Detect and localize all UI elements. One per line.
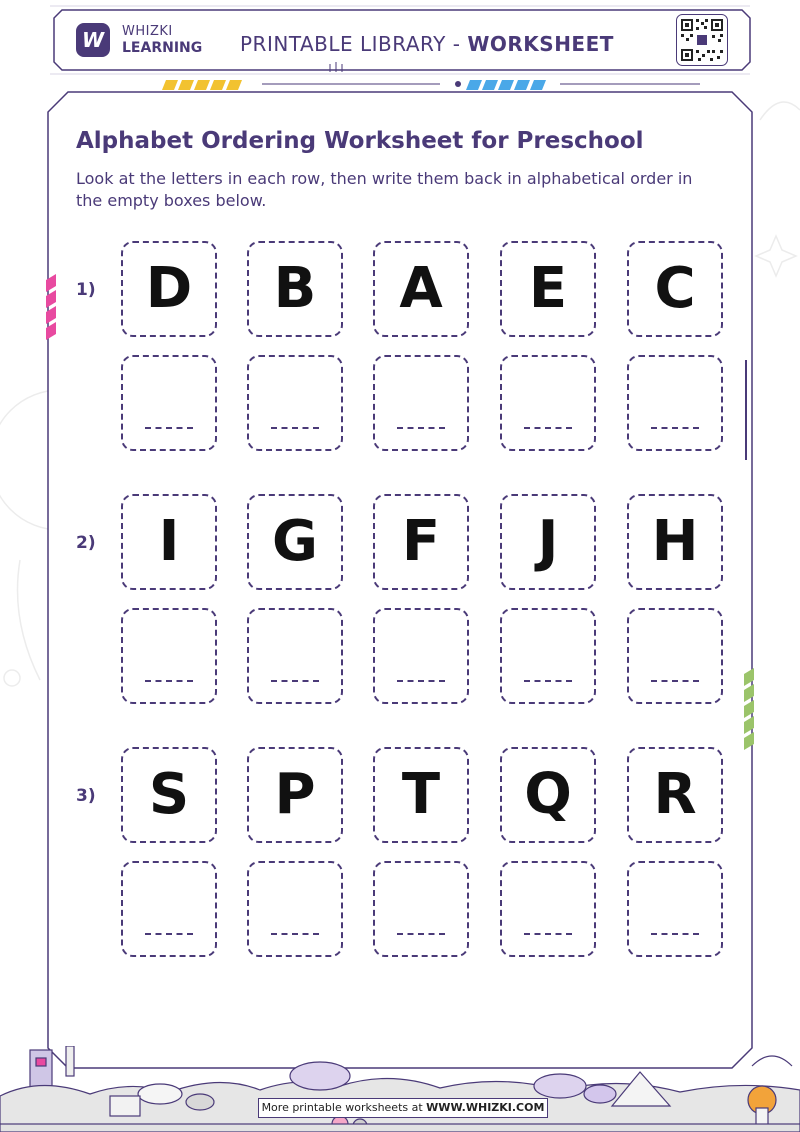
whizki-logo-icon <box>76 23 110 57</box>
answer-box[interactable] <box>373 861 469 957</box>
answer-line <box>397 427 445 429</box>
answer-box[interactable] <box>121 861 217 957</box>
answer-box[interactable] <box>500 355 596 451</box>
letter-box <box>373 747 469 843</box>
letter: H <box>651 509 699 574</box>
letter-box <box>121 241 217 337</box>
header-title <box>240 32 614 56</box>
letter: C <box>654 256 696 321</box>
letter: B <box>273 256 317 321</box>
answer-line <box>397 680 445 682</box>
brand-name <box>122 24 202 56</box>
answer-box[interactable] <box>627 608 723 704</box>
answer-line <box>271 427 319 429</box>
blue-stripes-decoration <box>466 80 546 90</box>
answer-box[interactable] <box>373 608 469 704</box>
row-label: 1) <box>76 280 96 300</box>
letter-box <box>627 241 723 337</box>
answer-box[interactable] <box>627 355 723 451</box>
answer-line <box>524 933 572 935</box>
letter: D <box>145 256 193 321</box>
worksheet-instructions: Look at the letters in each row, then write them back in alphabetical order in the empty boxes below. <box>76 169 693 210</box>
answer-line <box>271 933 319 935</box>
answer-line <box>271 680 319 682</box>
brand-bottom: LEARNING <box>122 40 203 56</box>
header-title-prefix: PRINTABLE LIBRARY - <box>240 32 468 56</box>
letter-box <box>247 494 343 590</box>
answer-line <box>651 427 699 429</box>
answer-line <box>651 933 699 935</box>
brand-top: WHIZKI <box>122 24 173 39</box>
letter: A <box>399 256 443 321</box>
letter: P <box>274 762 316 827</box>
green-stripes-decoration <box>744 668 754 750</box>
letter-box <box>500 494 596 590</box>
letter-box <box>373 494 469 590</box>
letter: F <box>401 509 441 574</box>
letter: J <box>537 509 559 574</box>
logo-letter: W <box>81 28 105 52</box>
answer-line <box>524 680 572 682</box>
answer-line <box>145 933 193 935</box>
row-label: 2) <box>76 533 96 553</box>
answer-box[interactable] <box>373 355 469 451</box>
footer-illustration <box>0 1046 800 1132</box>
letter: E <box>528 256 568 321</box>
letter: Q <box>524 762 572 827</box>
footer-note-prefix: More printable worksheets at <box>261 1101 427 1114</box>
answer-line <box>145 427 193 429</box>
letter: I <box>158 509 180 574</box>
answer-box[interactable] <box>247 861 343 957</box>
yellow-stripes-decoration <box>162 80 242 90</box>
answer-line <box>524 427 572 429</box>
answer-box[interactable] <box>627 861 723 957</box>
answer-box[interactable] <box>247 355 343 451</box>
letter-box <box>500 747 596 843</box>
answer-box[interactable] <box>121 608 217 704</box>
footer-link[interactable]: WWW.WHIZKI.COM <box>426 1101 545 1114</box>
letter-box <box>247 747 343 843</box>
letter-box <box>627 747 723 843</box>
answer-line <box>397 933 445 935</box>
row-label: 3) <box>76 786 96 806</box>
letter-box <box>121 747 217 843</box>
letter: R <box>653 762 697 827</box>
footer-note <box>258 1098 548 1118</box>
letter: S <box>148 762 190 827</box>
letter-box <box>121 494 217 590</box>
answer-box[interactable] <box>500 861 596 957</box>
header-title-emphasis: WORKSHEET <box>467 32 614 56</box>
letter-box <box>627 494 723 590</box>
answer-line <box>145 680 193 682</box>
worksheet-title: Alphabet Ordering Worksheet for Preschool <box>76 128 644 154</box>
letter-box <box>500 241 596 337</box>
letter: T <box>401 762 441 827</box>
letter: G <box>272 509 318 574</box>
answer-line <box>651 680 699 682</box>
answer-box[interactable] <box>500 608 596 704</box>
letter-box <box>373 241 469 337</box>
answer-box[interactable] <box>121 355 217 451</box>
answer-box[interactable] <box>247 608 343 704</box>
letter-box <box>247 241 343 337</box>
qr-code-icon <box>676 14 728 66</box>
